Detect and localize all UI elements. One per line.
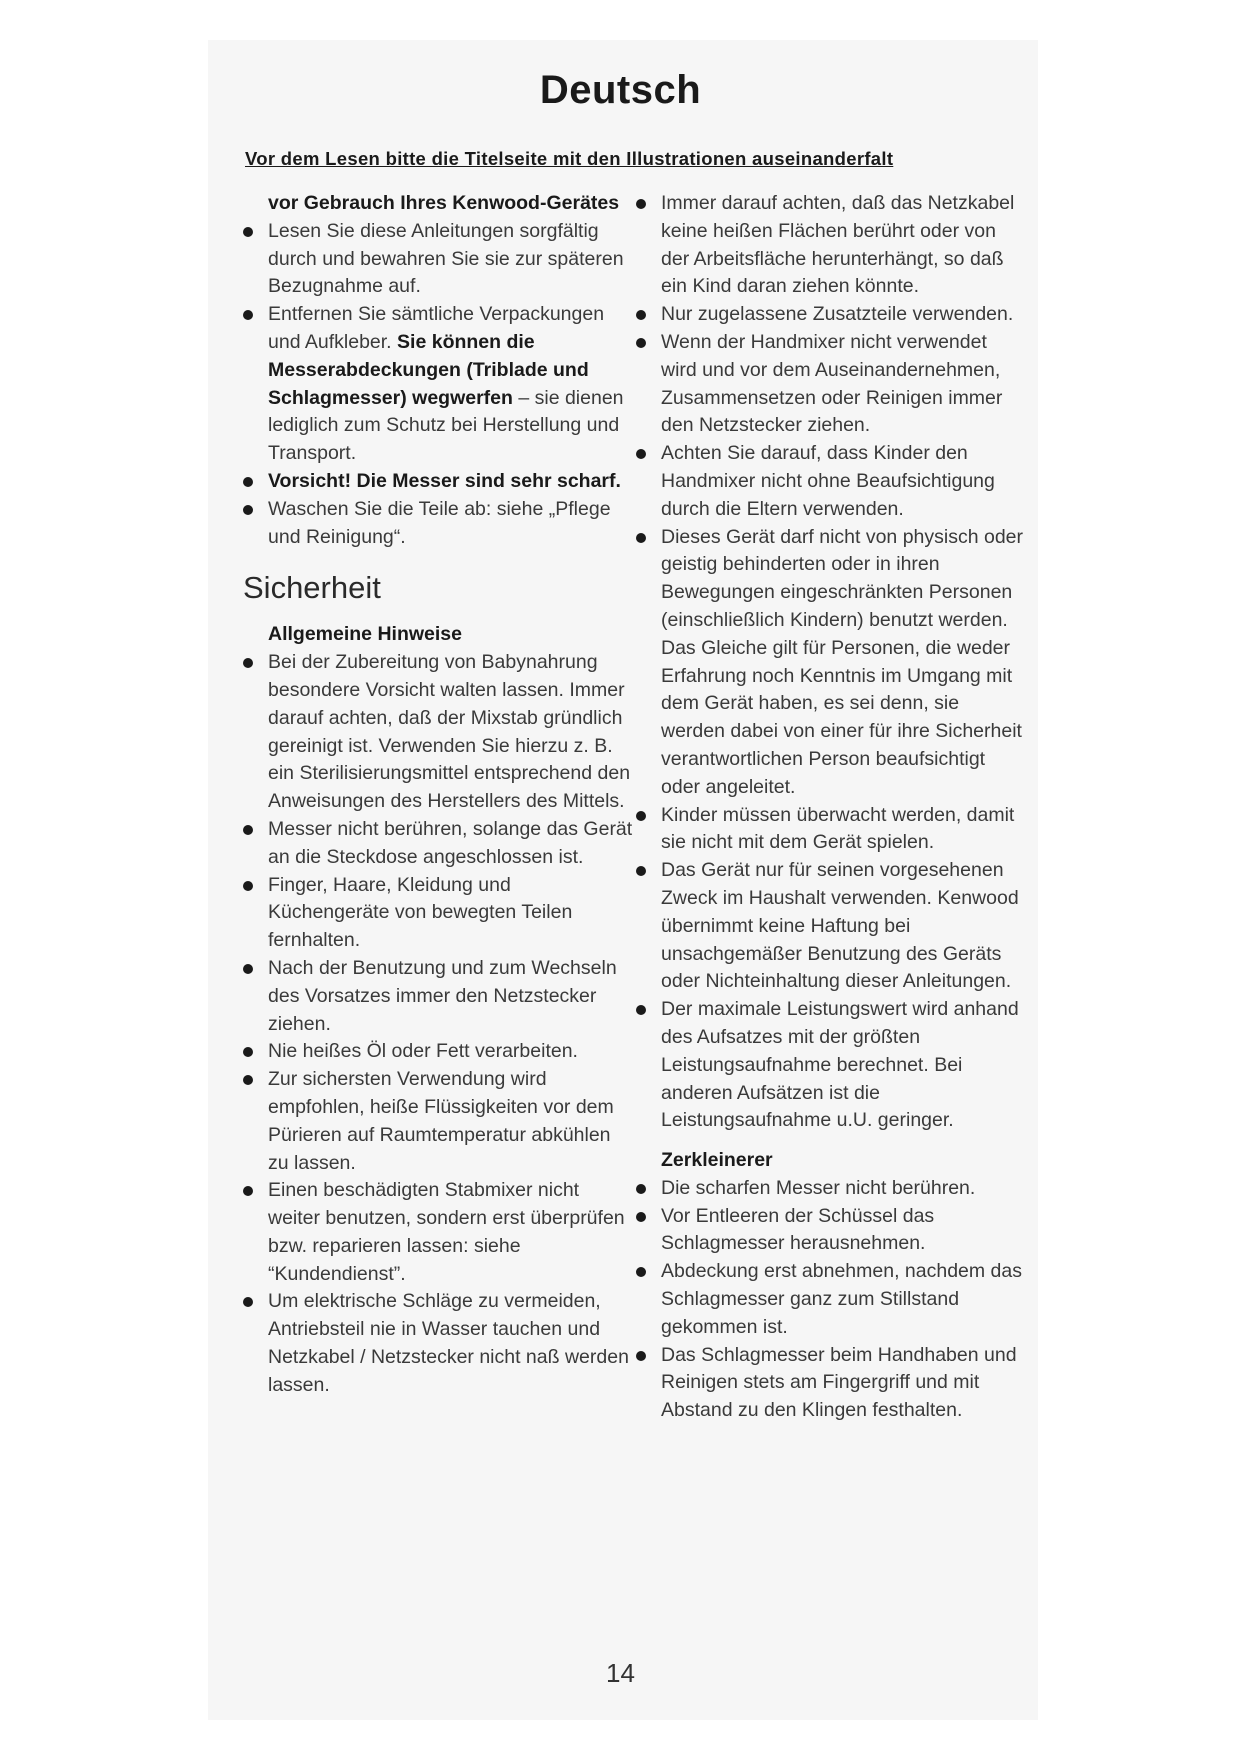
list-item: Waschen Sie die Teile ab: siehe „Pflege und Reinigung“.: [243, 496, 633, 552]
list-item: Der maximale Leistungswert wird anhand des Aufsatzes mit der größten Leistungsaufnahme berechnet. Bei anderen Aufsätzen ist die Leistungsaufnahme u.U. geringer.: [636, 996, 1026, 1135]
section-heading: Sicherheit: [243, 570, 381, 606]
right-column: [636, 190, 1026, 1425]
list-item: Entfernen Sie sämtliche Verpackungen und Aufkleber. Sie können die Messerabdeckungen (Triblade und Schlagmesser) wegwerfen – sie dienen lediglich zum Schutz bei Herstellung und Transport.: [243, 301, 633, 468]
list-item: Dieses Gerät darf nicht von physisch oder geistig behinderten oder in ihren Bewegungen eingeschränkten Personen (einschließlich Kindern) benutzt werden. Das Gleiche gilt für Personen, die weder Erfahrung noch Kenntnis im Umgang mit dem Gerät haben, es sei denn, sie werden dabei von einer für ihre Sicherheit verantwortlichen Person beaufsichtigt oder angeleitet.: [636, 524, 1026, 802]
list-item: Zur sichersten Verwendung wird empfohlen, heiße Flüssigkeiten vor dem Pürieren auf Raumtemperatur abkühlen zu lassen.: [243, 1066, 633, 1177]
list-item: Nie heißes Öl oder Fett verarbeiten.: [243, 1038, 633, 1066]
list-item: Einen beschädigten Stabmixer nicht weiter benutzen, sondern erst überprüfen bzw. reparieren lassen: siehe “Kundendienst”.: [243, 1177, 633, 1288]
list-item: Messer nicht berühren, solange das Gerät an die Steckdose angeschlossen ist.: [243, 816, 633, 872]
subsection-heading: Allgemeine Hinweise: [268, 623, 462, 646]
page-title: Deutsch: [539, 68, 702, 112]
list-item: Das Gerät nur für seinen vorgesehenen Zweck im Haushalt verwenden. Kenwood übernimmt keine Haftung bei unsachgemäßer Benutzung des Geräts oder Nichteinhaltung dieser Anleitungen.: [636, 857, 1026, 996]
list-item: Achten Sie darauf, dass Kinder den Handmixer nicht ohne Beaufsichtigung durch die Eltern verwenden.: [636, 440, 1026, 523]
list-item: Wenn der Handmixer nicht verwendet wird und vor dem Auseinandernehmen, Zusammensetzen oder Reinigen immer den Netzstecker ziehen.: [636, 329, 1026, 440]
list-item: Lesen Sie diese Anleitungen sorgfältig durch und bewahren Sie sie zur späteren Bezugnahme auf.: [243, 218, 633, 301]
subsection-heading: Zerkleinerer: [661, 1149, 773, 1172]
intro-heading: vor Gebrauch Ihres Kenwood-Gerätes: [268, 192, 620, 214]
list-item: Bei der Zubereitung von Babynahrung besondere Vorsicht walten lassen. Immer darauf achten, daß der Mixstab gründlich gereinigt ist. Verwenden Sie hierzu z. B. ein Sterilisierungsmittel entsprechend den Anweisungen des Herstellers des Mittels.: [243, 649, 633, 816]
list-item: Um elektrische Schläge zu vermeiden, Antriebsteil nie in Wasser tauchen und Netzkabel / Netzstecker nicht naß werden lassen.: [243, 1288, 633, 1399]
list-item: Kinder müssen überwacht werden, damit sie nicht mit dem Gerät spielen.: [636, 802, 1026, 858]
list-item: Nach der Benutzung und zum Wechseln des Vorsatzes immer den Netzstecker ziehen.: [243, 955, 633, 1038]
list-item: Immer darauf achten, daß das Netzkabel keine heißen Flächen berührt oder von der Arbeitsfläche herunterhängt, so daß ein Kind daran ziehen könnte.: [636, 190, 1026, 301]
list-item: Die scharfen Messer nicht berühren.: [636, 1175, 1026, 1203]
warning-item: Vorsicht! Die Messer sind sehr scharf.: [243, 468, 633, 496]
list-item: Abdeckung erst abnehmen, nachdem das Schlagmesser ganz zum Stillstand gekommen ist.: [636, 1258, 1026, 1341]
page-number: 14: [606, 1658, 635, 1688]
left-column: [243, 190, 633, 1400]
list-item: Nur zugelassene Zusatzteile verwenden.: [636, 301, 1026, 329]
list-item: Finger, Haare, Kleidung und Küchengeräte von bewegten Teilen fernhalten.: [243, 872, 633, 955]
list-item: Das Schlagmesser beim Handhaben und Reinigen stets am Fingergriff und mit Abstand zu den Klingen festhalten.: [636, 1342, 1026, 1425]
list-item: Vor Entleeren der Schüssel das Schlagmesser herausnehmen.: [636, 1203, 1026, 1259]
fold-out-instruction: Vor dem Lesen bitte die Titelseite mit den Illustrationen auseinanderfalt: [245, 148, 894, 169]
spacer: [636, 1135, 1026, 1147]
